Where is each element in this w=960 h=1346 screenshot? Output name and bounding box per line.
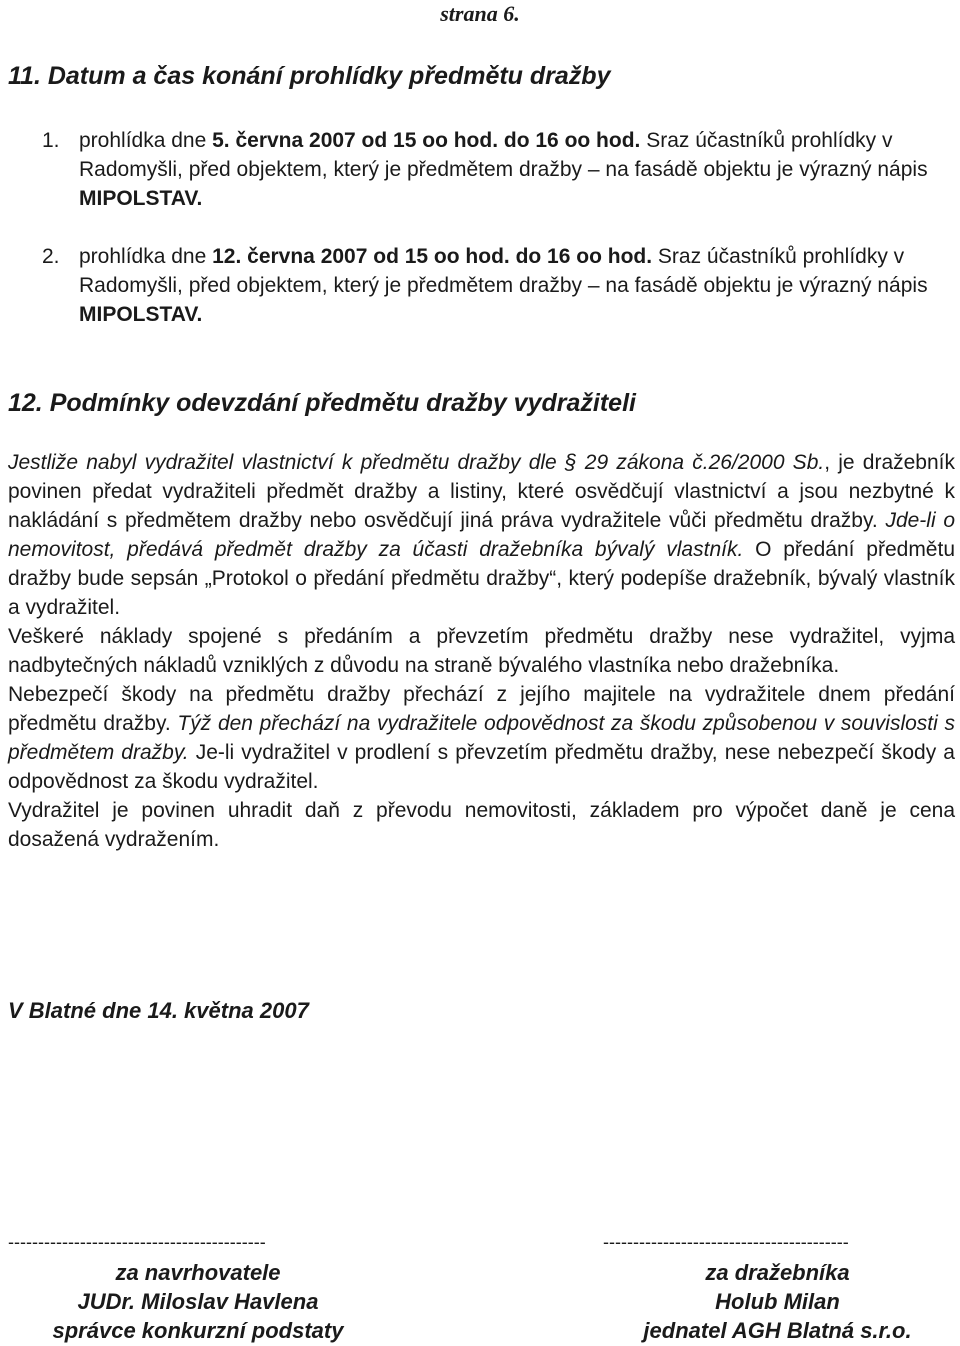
item-date: 12. června 2007 od 15 oo hod. do 16 oo hod. [212,245,653,268]
viewing-item-2 [42,242,954,329]
signer-role: za navrhovatele [115,1260,281,1285]
paragraph-risk [8,680,955,796]
page-number: strana 6. [440,1,520,26]
text-span: Týž den přechází na vydražitele odpovědnost za škodu způsobenou v souvislosti s předmětem dražby. [8,712,955,764]
text-span: O předání předmětu dražby bude sepsán „Protokol o předání předmětu dražby“, který podepíše dražebník, bývalý vlastník a vydražitel. [8,538,955,619]
text-span: Jde-li o nemovitost, předává předmět dražby za účasti dražebníka bývalý vlastník. [8,509,956,561]
item-number: 1. [42,129,60,152]
item-text: Sraz účastníků prohlídky v Radomyšli, před objektem, který je předmětem dražby – na fasádě objektu je výrazný nápis [79,245,928,297]
section-12-heading: 12. Podmínky odevzdání předmětu dražby vydražiteli [8,389,636,417]
signer-name: JUDr. Miloslav Havlena [77,1289,319,1314]
paragraph-costs: Veškeré náklady spojené s předáním a převzetím předmětu dražby nese vydražitel, vyjma nadbytečných nákladů vzniklých z důvodu na straně bývalého vlastníka nebo dražebníka. [8,625,955,677]
section-12-body [8,448,955,854]
item-prefix: prohlídka dne [79,129,213,152]
viewing-item-1 [42,126,954,213]
signature-block-right [620,1258,935,1345]
text-span: Nebezpečí škody na předmětu dražby přechází z jejího majitele na vydražitele dnem předání předmětu dražby. [8,683,955,735]
place-and-date: V Blatné dne 14. května 2007 [8,998,309,1023]
text-span: Jestliže nabyl vydražitel vlastnictví k předmětu dražby dle § 29 zákona č.26/2000 Sb. [8,451,825,474]
signer-name: Holub Milan [715,1289,840,1314]
item-text: Sraz účastníků prohlídky v Radomyšli, před objektem, který je předmětem dražby – na fasádě objektu je výrazný nápis [79,129,928,181]
section-11-heading: 11. Datum a čas konání prohlídky předmětu dražby [8,62,611,90]
item-sign-name: MIPOLSTAV. [79,187,203,210]
item-prefix: prohlídka dne [79,245,213,268]
signer-title: správce konkurzní podstaty [52,1318,344,1343]
signature-line-right: ----------------------------------------- [603,1232,849,1252]
item-date: 5. června 2007 od 15 oo hod. do 16 oo hod. [212,129,641,152]
signer-role: za dražebníka [705,1260,850,1285]
signature-block-left [8,1258,388,1345]
signer-title: jednatel AGH Blatná s.r.o. [643,1318,912,1343]
paragraph-tax: Vydražitel je povinen uhradit daň z převodu nemovitosti, základem pro výpočet daně je cena dosažená vydražením. [8,799,955,851]
text-span: Je-li vydražitel v prodlení s převzetím předmětu dražby, nese nebezpečí škody a odpovědnost za škodu vydražitel. [8,741,955,793]
signature-line-left: ------------------------------------------- [8,1232,266,1252]
text-span: , je dražebník povinen předat vydražiteli předmět dražby a listiny, které osvědčují vlastnictví a jsou nezbytné k nakládání s předmětem dražby nebo osvědčují jiná práva vydražitele vůči předmětu dražby. [8,451,956,532]
paragraph-handover [8,448,955,622]
item-sign-name: MIPOLSTAV. [79,303,203,326]
item-number: 2. [42,245,60,268]
